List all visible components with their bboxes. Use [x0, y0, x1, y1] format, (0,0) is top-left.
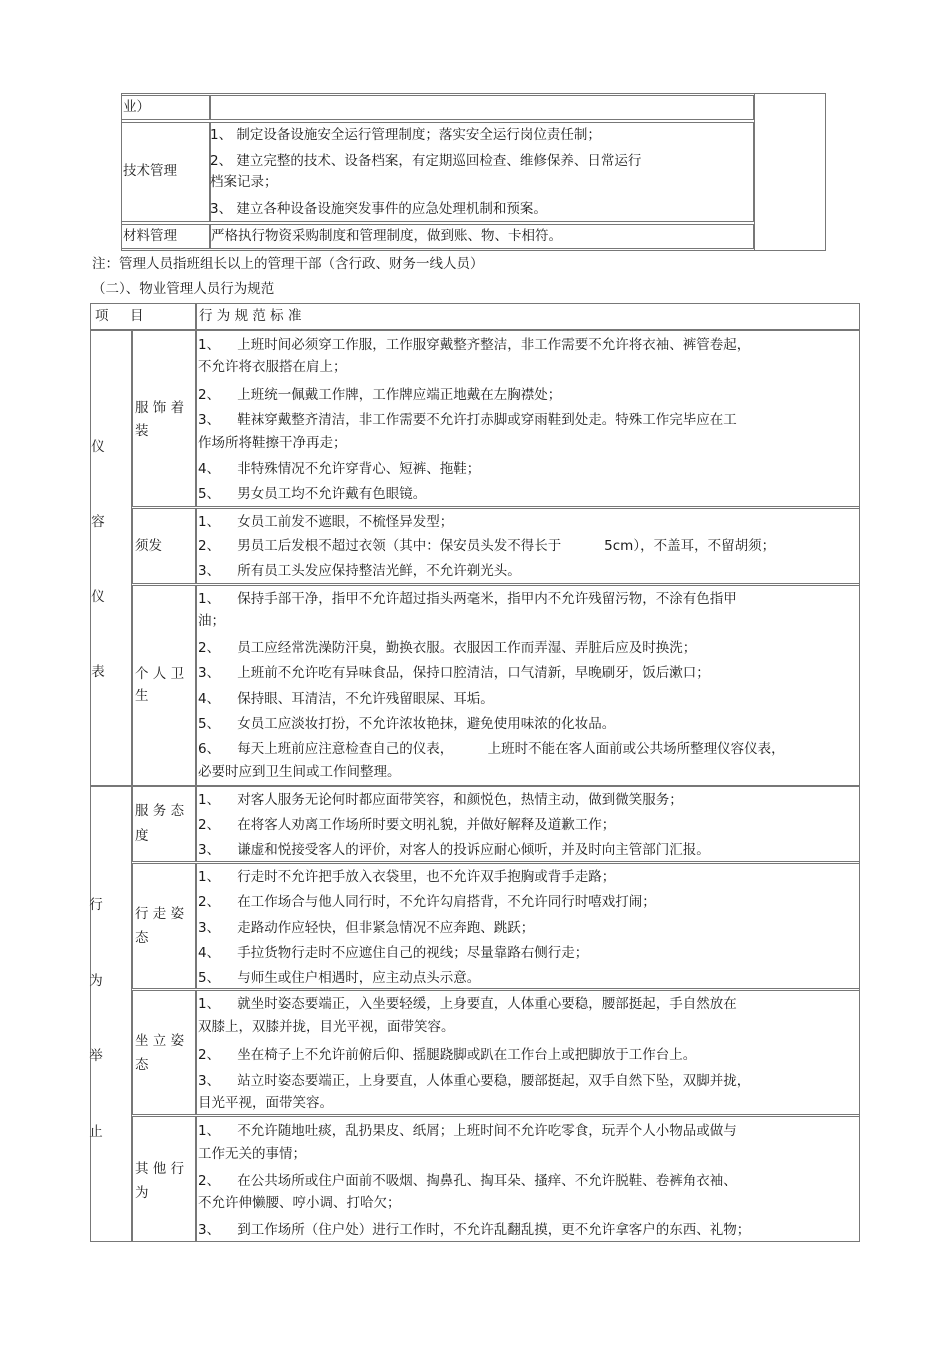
walking-line: 1、 行走时不允许把手放入衣袋里，也不允许双手抱胸或背手走路；	[198, 869, 616, 885]
sitting-label: 态	[135, 1057, 149, 1073]
sitting-line: 3、 站立时姿态要端正，上身要直，人体重心要稳，腰部挺起，双手自然下坠，双脚并拢，	[198, 1073, 751, 1089]
walking-label: 行 走 姿	[135, 906, 185, 922]
group1-cell	[90, 330, 132, 786]
other-label-cell	[132, 1116, 196, 1242]
top-table-right-cell	[754, 93, 826, 251]
walking-line: 3、 走路动作应轻快，但非紧急情况不应奔跑、跳跃；	[198, 920, 535, 936]
tech-label: 技术管理	[123, 163, 177, 179]
other-line: 2、 在公共场所或住户面前不吸烟、掏鼻孔、掏耳朵、搔痒、不允许脱鞋、卷裤角衣袖、	[198, 1173, 737, 1189]
hygiene-label: 生	[135, 688, 149, 704]
cont-row-content-cell	[210, 95, 754, 120]
service-label: 度	[135, 828, 149, 844]
group1-char: 仪	[91, 439, 105, 455]
sitting-line: 双膝上，双膝并拢，目光平视，面带笑容。	[198, 1019, 455, 1035]
header-item: 项 目	[95, 308, 144, 324]
hygiene-line: 必要时应到卫生间或工作间整理。	[198, 764, 401, 780]
hygiene-line: 4、 保持眼、耳清洁，不允许残留眼屎、耳垢。	[198, 691, 494, 707]
walking-line: 4、 手拉货物行走时不应遮住自己的视线；尽量靠路右侧行走；	[198, 945, 589, 961]
hygiene-line: 2、 员工应经常洗澡防汗臭，勤换衣服。衣服因工作而弄湿、弄脏后应及时换洗；	[198, 640, 697, 656]
clothing-line: 2、 上班统一佩戴工作牌，工作牌应端正地戴在左胸襟处；	[198, 387, 562, 403]
other-line: 3、 到工作场所（住户处）进行工作时，不允许乱翻乱摸，更不允许拿客户的东西、礼物；	[198, 1222, 751, 1238]
hygiene-line: 1、 保持手部干净，指甲不允许超过指头两毫米，指甲内不允许残留污物，不涂有色指甲	[198, 591, 737, 607]
tech-line: 2、 建立完整的技术、设备档案，有定期巡回检查、维修保养、日常运行	[210, 153, 642, 169]
clothing-label: 服 饰 着	[135, 400, 185, 416]
clothing-line: 5、 男女员工均不允许戴有色眼镜。	[198, 486, 427, 502]
service-label: 服 务 态	[135, 803, 185, 819]
group2-char: 举	[89, 1048, 103, 1064]
other-label: 为	[135, 1185, 149, 1201]
clothing-line: 不允许将衣服搭在肩上；	[198, 359, 347, 375]
tech-line: 1、 制定设备设施安全运行管理制度；落实安全运行岗位责任制；	[210, 127, 601, 143]
hygiene-line: 油；	[198, 613, 225, 629]
walking-line: 2、 在工作场合与他人同行时，不允许勾肩搭背，不允许同行时嘻戏打闹；	[198, 894, 656, 910]
cont-row-label: 业）	[123, 99, 150, 115]
tech-line: 档案记录；	[210, 174, 278, 190]
material-content: 严格执行物资采购制度和管理制度，做到账、物、卡相符。	[211, 228, 562, 244]
other-line: 1、 不允许随地吐痰，乱扔果皮、纸屑；上班时间不允许吃零食，玩弄个人小物品或做与	[198, 1123, 737, 1139]
other-line: 不允许伸懒腰、哼小调、打哈欠；	[198, 1195, 401, 1211]
hygiene-line: 6、 每天上班前应注意检查自己的仪表， 上班时不能在客人面前或公共场所整理仪容仪表，	[198, 741, 785, 757]
walking-line: 5、 与师生或住户相遇时，应主动点头示意。	[198, 970, 481, 986]
walking-label-cell	[132, 863, 196, 989]
section-heading: （二）、物业管理人员行为规范	[92, 281, 275, 297]
sitting-line: 目光平视，面带笑容。	[198, 1095, 333, 1111]
group1-char: 仪	[91, 589, 105, 605]
tech-line: 3、 建立各种设备设施突发事件的应急处理机制和预案。	[210, 201, 547, 217]
clothing-line: 3、 鞋袜穿戴整齐清洁，非工作需要不允许打赤脚或穿雨鞋到处走。特殊工作完毕应在工	[198, 412, 737, 428]
group1-char: 表	[91, 664, 105, 680]
group2-char: 为	[89, 973, 103, 989]
hygiene-line: 5、 女员工应淡妆打扮，不允许浓妆艳抹，避免使用味浓的化妆品。	[198, 716, 616, 732]
material-label: 材料管理	[123, 228, 177, 244]
group2-cell	[90, 786, 132, 1242]
sitting-label: 坐 立 姿	[135, 1033, 185, 1049]
service-label-cell	[132, 786, 196, 862]
group2-char: 行	[89, 897, 103, 913]
hygiene-label: 个 人 卫	[135, 666, 185, 682]
clothing-label: 装	[135, 423, 149, 439]
group2-char: 止	[89, 1124, 103, 1140]
service-line: 2、 在将客人劝离工作场所时要文明礼貌，并做好解释及道歉工作；	[198, 817, 616, 833]
hair-line: 2、 男员工后发根不超过衣领（其中：保安员头发不得长于 5cm），不盖耳，不留胡须；	[198, 538, 776, 554]
walking-label: 态	[135, 930, 149, 946]
clothing-label-cell	[132, 330, 196, 507]
note: 注：管理人员指班组长以上的管理干部（含行政、财务一线人员）	[92, 256, 484, 272]
sitting-line: 2、 坐在椅子上不允许前俯后仰、摇腿跷脚或趴在工作台上或把脚放于工作台上。	[198, 1047, 697, 1063]
hair-label: 须发	[135, 538, 162, 554]
hair-line: 3、 所有员工头发应保持整洁光鲜，不允许剃光头。	[198, 563, 521, 579]
header-standard: 行 为 规 范 标 准	[199, 308, 302, 324]
other-label: 其 他 行	[135, 1161, 185, 1177]
hair-line: 1、 女员工前发不遮眼，不梳怪异发型；	[198, 514, 454, 530]
service-line: 3、 谦虚和悦接受客人的评价，对客人的投诉应耐心倾听，并及时向主管部门汇报。	[198, 842, 710, 858]
group1-char: 容	[91, 514, 105, 530]
other-line: 工作无关的事情；	[198, 1146, 306, 1162]
hygiene-line: 3、 上班前不允许吃有异味食品，保持口腔清洁，口气清新，早晚刷牙，饭后漱口；	[198, 665, 710, 681]
sitting-line: 1、 就坐时姿态要端正，入坐要轻缓，上身要直，人体重心要稳，腰部挺起，手自然放在	[198, 996, 737, 1012]
clothing-line: 作场所将鞋擦干净再走；	[198, 435, 347, 451]
service-line: 1、 对客人服务无论何时都应面带笑容，和颜悦色，热情主动，做到微笑服务；	[198, 792, 683, 808]
sitting-label-cell	[132, 990, 196, 1115]
clothing-line: 1、 上班时间必须穿工作服，工作服穿戴整齐整洁，非工作需要不允许将衣袖、裤管卷起，	[198, 337, 751, 353]
clothing-line: 4、 非特殊情况不允许穿背心、短裤、拖鞋；	[198, 461, 481, 477]
